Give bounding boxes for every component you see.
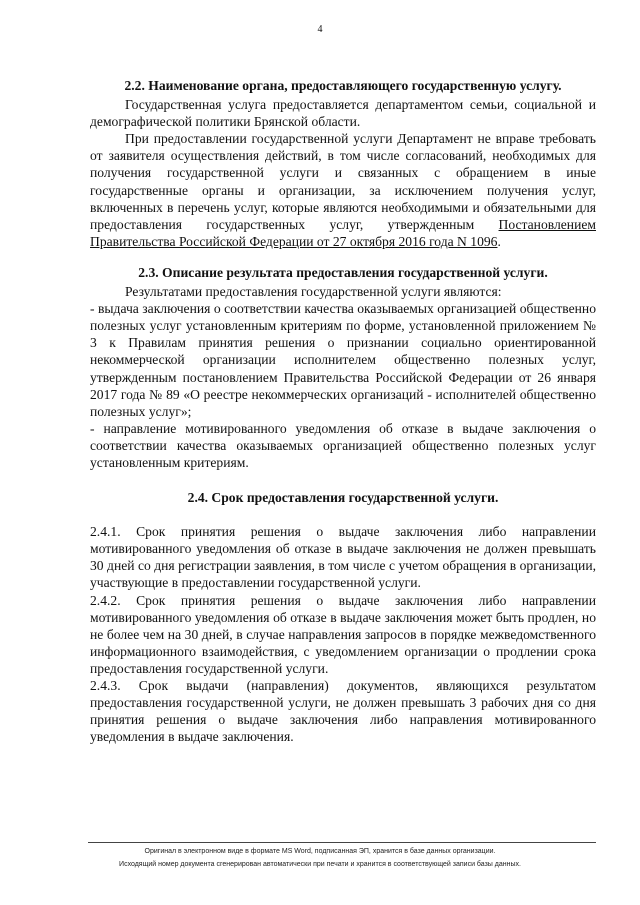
section-2-3-intro: Результатами предоставления государственной услуги являются:	[125, 284, 502, 300]
section-2-4-2: 2.4.2. Срок принятия решения о выдаче заключения либо направлении мотивированного уведомления об отказе в выдаче заключения может быть продлен, но не более чем на 30 дней, в случае направления запросов в порядке межведомственного информационного взаимодействия, с уведомлением организации о продлении срока предоставления государственной услуги.	[90, 592, 596, 676]
government-decree-link[interactable]: Постановлением Правительства Российской Федерации от 27 октября 2016 года N 1096	[90, 216, 596, 249]
section-2-2-paragraph-2-end: .	[497, 233, 501, 249]
section-2-4-1: 2.4.1. Срок принятия решения о выдаче заключения либо направлении мотивированного уведомления об отказе в выдаче заключения не должен превышать 30 дней со дня регистрации заявления, в том числе с учетом обращения в организации, участвующие в предоставлении государственной услуги.	[90, 524, 596, 591]
document-body	[90, 77, 596, 745]
section-2-4-3: 2.4.3. Срок выдачи (направления) документов, являющихся результатом предоставления государственной услуги, не должен превышать 3 рабочих дня со дня принятия решения о выдаче заключения либо направления мотивированного уведомления в выдаче заключения.	[90, 678, 596, 745]
section-2-2-paragraph-1: Государственная услуга предоставляется департаментом семьи, социальной и демографической политики Брянской области.	[90, 97, 596, 130]
section-2-2-paragraph-2-text: При предоставлении государственной услуги Департамент не вправе требовать от заявителя осуществления действий, в том числе согласований, необходимых для получения государственной услуги и связанных с обращением в иные государственные органы и организации, за исключением получения услуг, включенных в перечень услуг, которые являются необходимыми и обязательными для предоставления государственных услуг, утвержденным	[90, 131, 596, 232]
section-2-3-item-1: - выдача заключения о соответствии качества оказываемых организацией общественно полезных услуг установленным критериям по форме, установленной приложением № 3 к Правилам принятия решения о признании социально ориентированной некоммерческой организации исполнителем общественно полезных услуг, утвержденным постановлением Правительства Российской Федерации от 26 января 2017 года № 89 «О реестре некоммерческих организаций - исполнителей общественно полезных услуг»;	[90, 301, 596, 419]
section-2-4-heading: 2.4. Срок предоставления государственной услуги.	[187, 490, 499, 506]
section-2-3-item-2: - направление мотивированного уведомления об отказе в выдаче заключения о соответствии качества оказываемых организацией общественно полезных услуг установленным критериям.	[90, 420, 596, 470]
footer-note-number: Исходящий номер документа сгенерирован автоматически при печати и хранится в соответствующей записи базы данных.	[119, 861, 521, 868]
page-number: 4	[317, 24, 323, 35]
footer-divider	[88, 842, 596, 843]
section-2-3-heading: 2.3. Описание результата предоставления государственной услуги.	[138, 264, 548, 280]
footer-note-original: Оригинал в электронном виде в формате MS Word, подписанная ЭП, хранится в базе данных организации.	[144, 848, 496, 855]
section-2-2-paragraph-2	[90, 130, 596, 250]
section-2-2-heading: 2.2. Наименование органа, предоставляющего государственную услугу.	[124, 78, 562, 93]
